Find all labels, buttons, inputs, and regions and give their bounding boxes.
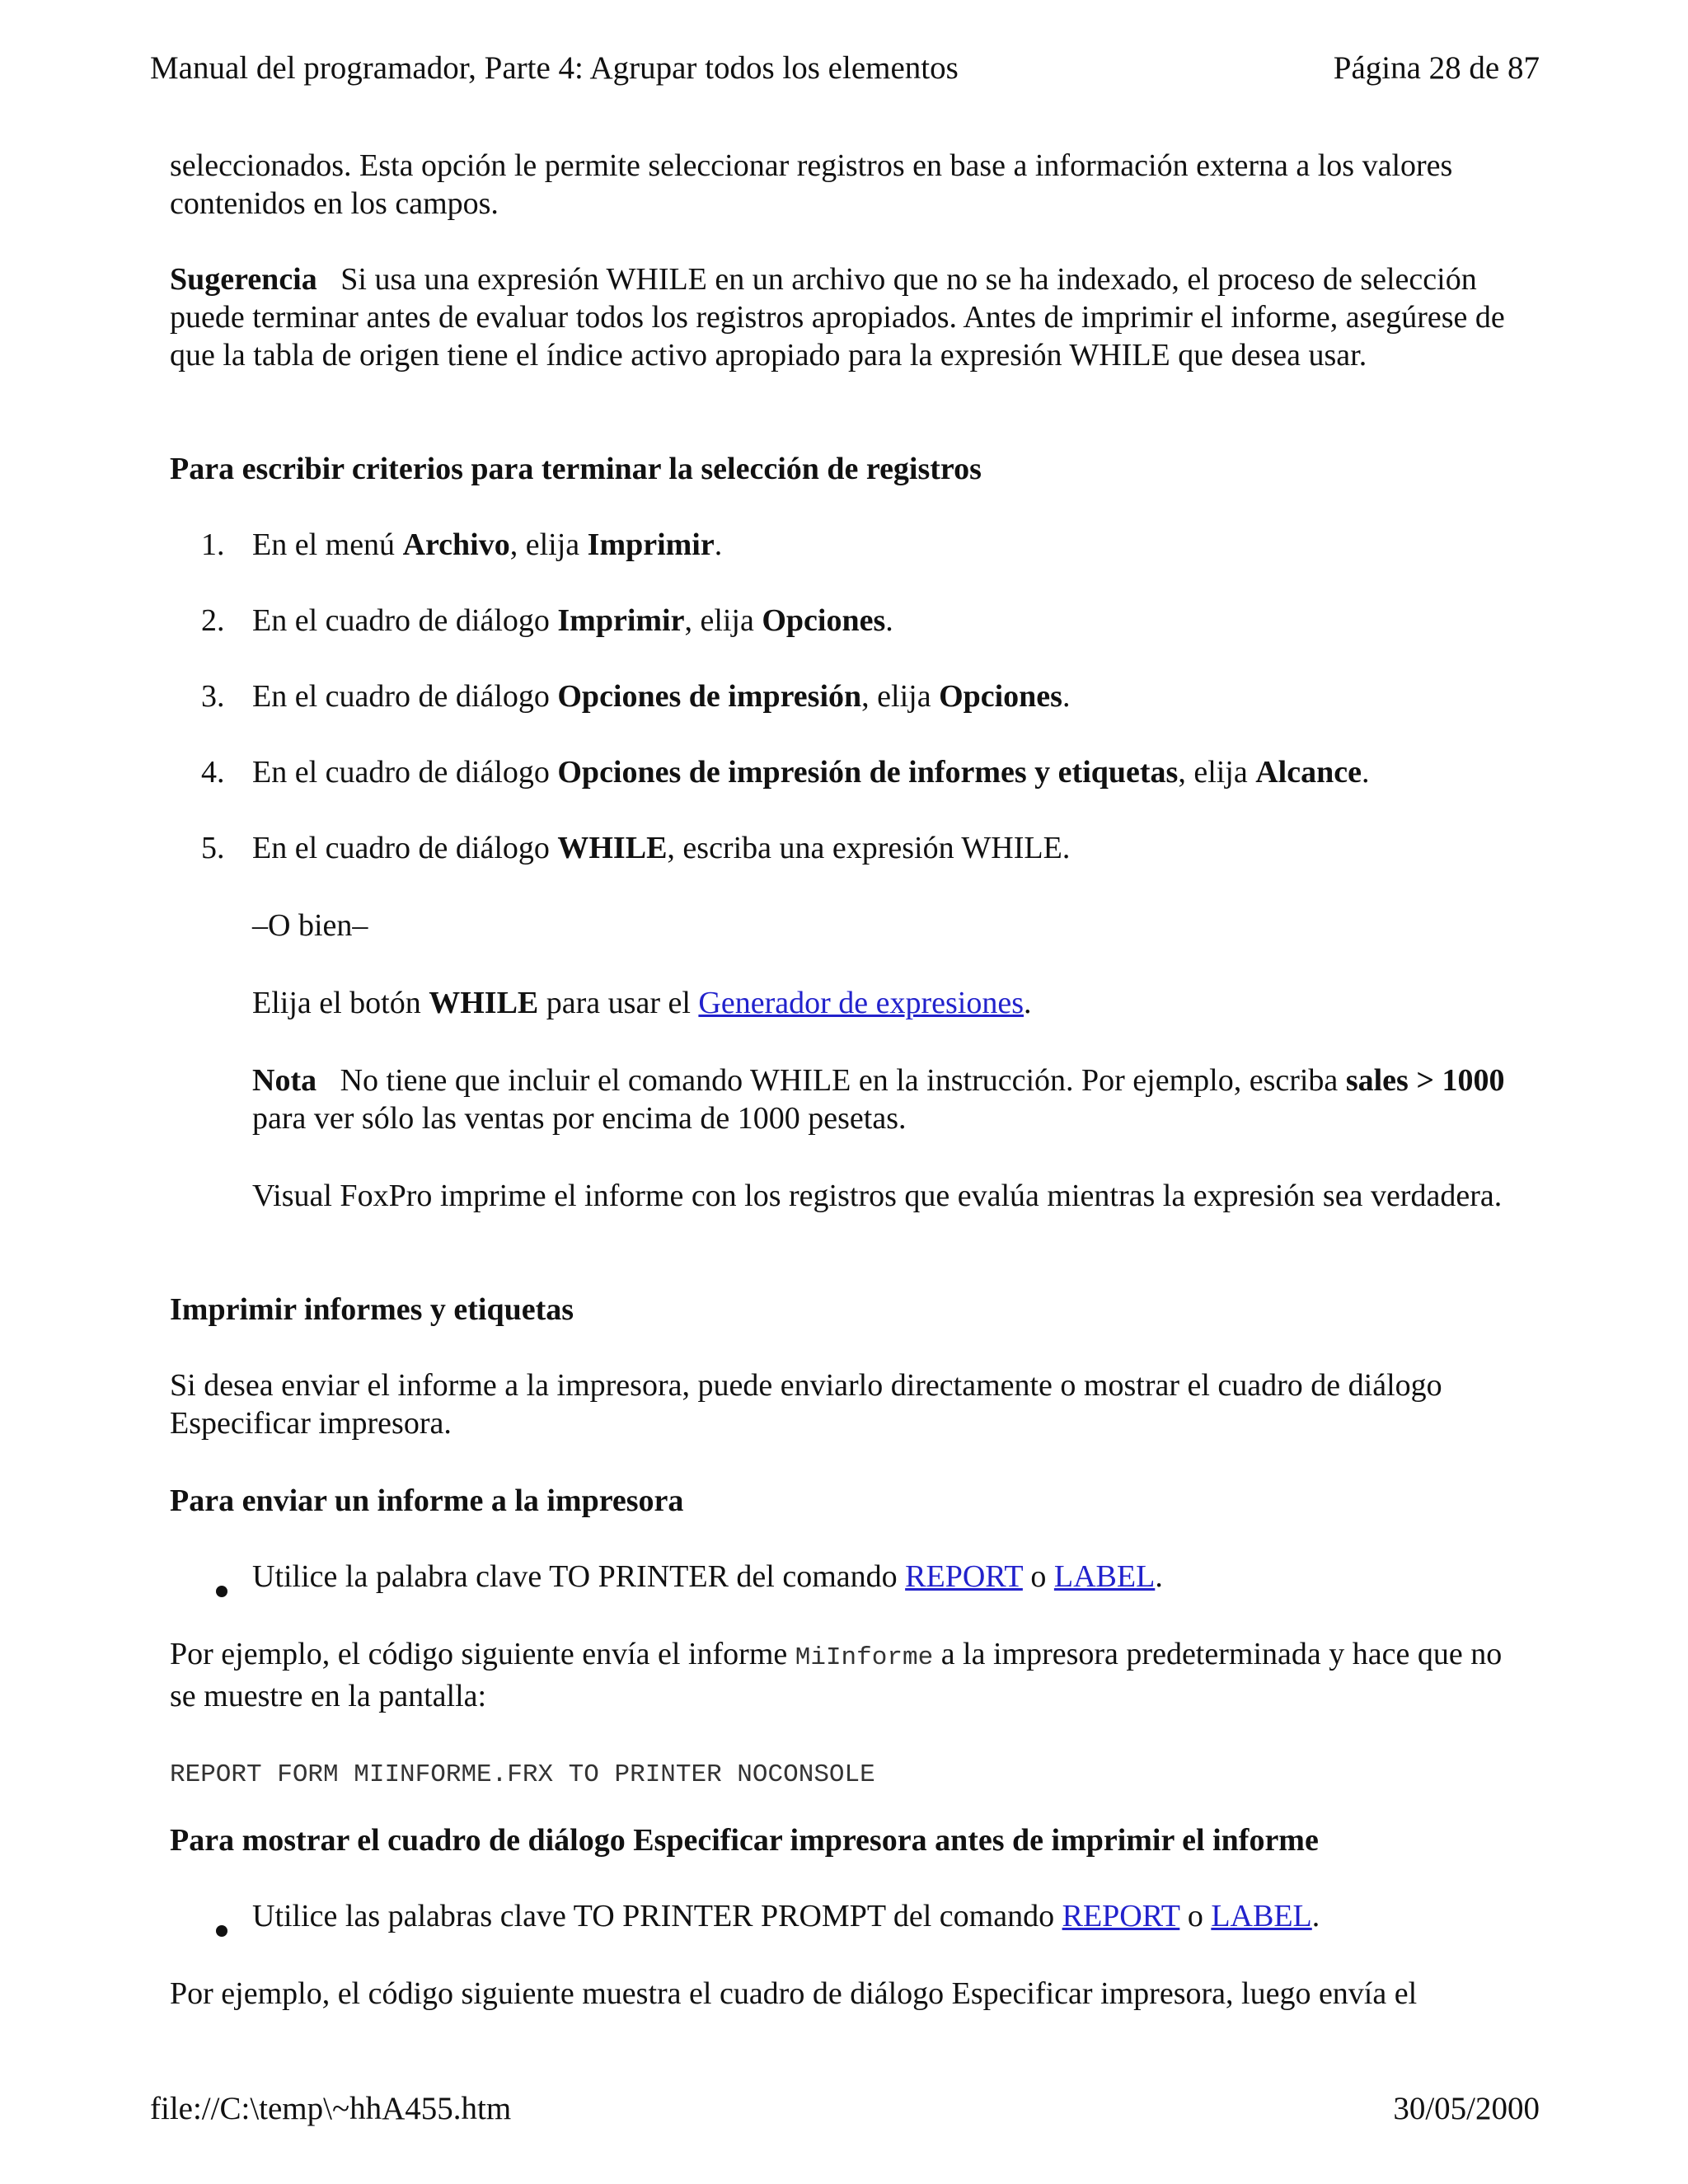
text-part: Utilice las palabras clave TO PRINTER PROMPT del comando bbox=[252, 1899, 1062, 1933]
step-text-part: . bbox=[714, 527, 723, 562]
code-block: REPORT FORM MIINFORME.FRX TO PRINTER NOCONSOLE bbox=[170, 1760, 875, 1789]
tip-text: Si usa una expresión WHILE en un archivo que no se ha indexado, el proceso de selección puede terminar antes de evaluar todos los registros apropiados. Antes de imprimir el informe, asegúrese de que la tabla de origen tiene el índice activo apropiado para la expresión WHILE que desea usar. bbox=[170, 262, 1505, 373]
step-text-part: . bbox=[885, 603, 893, 638]
or-else-text: –O bien– bbox=[252, 908, 368, 943]
report-link[interactable]: REPORT bbox=[905, 1559, 1023, 1594]
file-path: file://C:\temp\~hhA455.htm bbox=[150, 2091, 512, 2126]
step-keyword: Imprimir bbox=[587, 527, 715, 562]
print-paragraph: Si desea enviar el informe a la impresora, puede enviarlo directamente o mostrar el cuadro de diálogo Especificar impresora. bbox=[170, 1368, 1442, 1441]
expression-builder-link[interactable]: Generador de expresiones bbox=[698, 986, 1025, 1020]
tip-label: Sugerencia bbox=[170, 262, 317, 297]
print-date: 30/05/2000 bbox=[1393, 2091, 1540, 2126]
step-number: 3. bbox=[201, 679, 225, 714]
step-text-part: , escriba una expresión WHILE. bbox=[667, 831, 1071, 865]
step-text-part: En el cuadro de diálogo bbox=[252, 679, 558, 714]
step-text-part: . bbox=[1361, 755, 1370, 790]
while-button-paragraph bbox=[252, 984, 1522, 1022]
step-keyword: Alcance bbox=[1255, 755, 1362, 790]
text-part: Utilice la palabra clave TO PRINTER del comando bbox=[252, 1559, 906, 1594]
heading-prompt-text: Para mostrar el cuadro de diálogo Especificar impresora antes de imprimir el informe bbox=[170, 1823, 1319, 1858]
step-number: 2. bbox=[201, 603, 225, 638]
note-keyword: sales > 1000 bbox=[1345, 1063, 1505, 1098]
vfp-paragraph: Visual FoxPro imprime el informe con los registros que evalúa mientras la expresión sea verdadera. bbox=[252, 1179, 1503, 1213]
step-keyword: WHILE bbox=[557, 831, 668, 865]
step-text-part: En el cuadro de diálogo bbox=[252, 603, 558, 638]
heading-print-text: Imprimir informes y etiquetas bbox=[170, 1292, 574, 1327]
note-text: No tiene que incluir el comando WHILE en la instrucción. Por ejemplo, escriba bbox=[340, 1063, 1346, 1098]
text-part: o bbox=[1179, 1899, 1212, 1933]
text-part: a la impresora predeterminada y hace que no se muestre en la pantalla: bbox=[170, 1637, 1503, 1713]
example2-paragraph: Por ejemplo, el código siguiente muestra el cuadro de diálogo Especificar impresora, luego envía el bbox=[170, 1976, 1418, 2011]
step-text-part: , elija bbox=[861, 679, 940, 714]
page-number: Página 28 de 87 bbox=[1333, 50, 1540, 86]
step-text bbox=[252, 677, 1522, 715]
step-text bbox=[252, 602, 1522, 640]
step-text-part: En el cuadro de diálogo bbox=[252, 755, 558, 790]
text-part: . bbox=[1024, 986, 1032, 1020]
text-part: . bbox=[1311, 1899, 1320, 1933]
tip-paragraph bbox=[170, 260, 1522, 374]
step-keyword: Imprimir bbox=[557, 603, 685, 638]
step-keyword: Opciones de impresión bbox=[557, 679, 862, 714]
text-part: o bbox=[1022, 1559, 1054, 1594]
step-keyword: Opciones bbox=[762, 603, 886, 638]
step-keyword: Opciones bbox=[939, 679, 1062, 714]
text-part: para usar el bbox=[538, 986, 699, 1020]
note-paragraph bbox=[252, 1062, 1522, 1137]
step-number: 4. bbox=[201, 755, 225, 790]
step-text-part: En el cuadro de diálogo bbox=[252, 831, 558, 865]
step-text-part: , elija bbox=[684, 603, 762, 638]
step-keyword: Opciones de impresión de informes y etiquetas bbox=[557, 755, 1179, 790]
note-label: Nota bbox=[252, 1063, 317, 1098]
label-link[interactable]: LABEL bbox=[1211, 1899, 1312, 1933]
step-text-part: , elija bbox=[1178, 755, 1256, 790]
heading-send bbox=[170, 1482, 1522, 1520]
document-title: Manual del programador, Parte 4: Agrupar todos los elementos bbox=[150, 50, 959, 86]
step-text-part: , elija bbox=[509, 527, 588, 562]
text-part: . bbox=[1155, 1559, 1163, 1594]
example-paragraph bbox=[170, 1635, 1522, 1715]
step-text-part: En el menú bbox=[252, 527, 403, 562]
step-text-part: . bbox=[1062, 679, 1071, 714]
intro-paragraph: seleccionados. Esta opción le permite seleccionar registros en base a información externa a los valores contenidos en los campos. bbox=[170, 148, 1453, 221]
step-text bbox=[252, 829, 1522, 867]
step-number: 1. bbox=[201, 527, 225, 562]
text-part: Elija el botón bbox=[252, 986, 429, 1020]
bullet-icon bbox=[216, 1925, 227, 1937]
text-part: Por ejemplo, el código siguiente envía el informe bbox=[170, 1637, 795, 1671]
heading-send-text: Para enviar un informe a la impresora bbox=[170, 1483, 684, 1518]
inline-code: MiInforme bbox=[795, 1643, 934, 1672]
heading-criteria-text: Para escribir criterios para terminar la selección de registros bbox=[170, 452, 982, 486]
step-number: 5. bbox=[201, 831, 225, 865]
page-header bbox=[150, 49, 1540, 87]
step-text bbox=[252, 753, 1522, 791]
label-link[interactable]: LABEL bbox=[1053, 1559, 1156, 1594]
heading-prompt bbox=[170, 1821, 1522, 1859]
bullet-icon bbox=[216, 1586, 227, 1597]
while-keyword: WHILE bbox=[429, 986, 539, 1020]
report-link[interactable]: REPORT bbox=[1062, 1899, 1180, 1933]
page-footer bbox=[150, 2090, 1540, 2128]
step-text bbox=[252, 526, 1522, 564]
bullet-item bbox=[252, 1558, 1522, 1596]
heading-criteria bbox=[170, 450, 1522, 488]
note-text: para ver sólo las ventas por encima de 1000 pesetas. bbox=[252, 1101, 907, 1136]
step-keyword: Archivo bbox=[402, 527, 510, 562]
heading-print bbox=[170, 1291, 1522, 1329]
bullet-item bbox=[252, 1897, 1522, 1935]
